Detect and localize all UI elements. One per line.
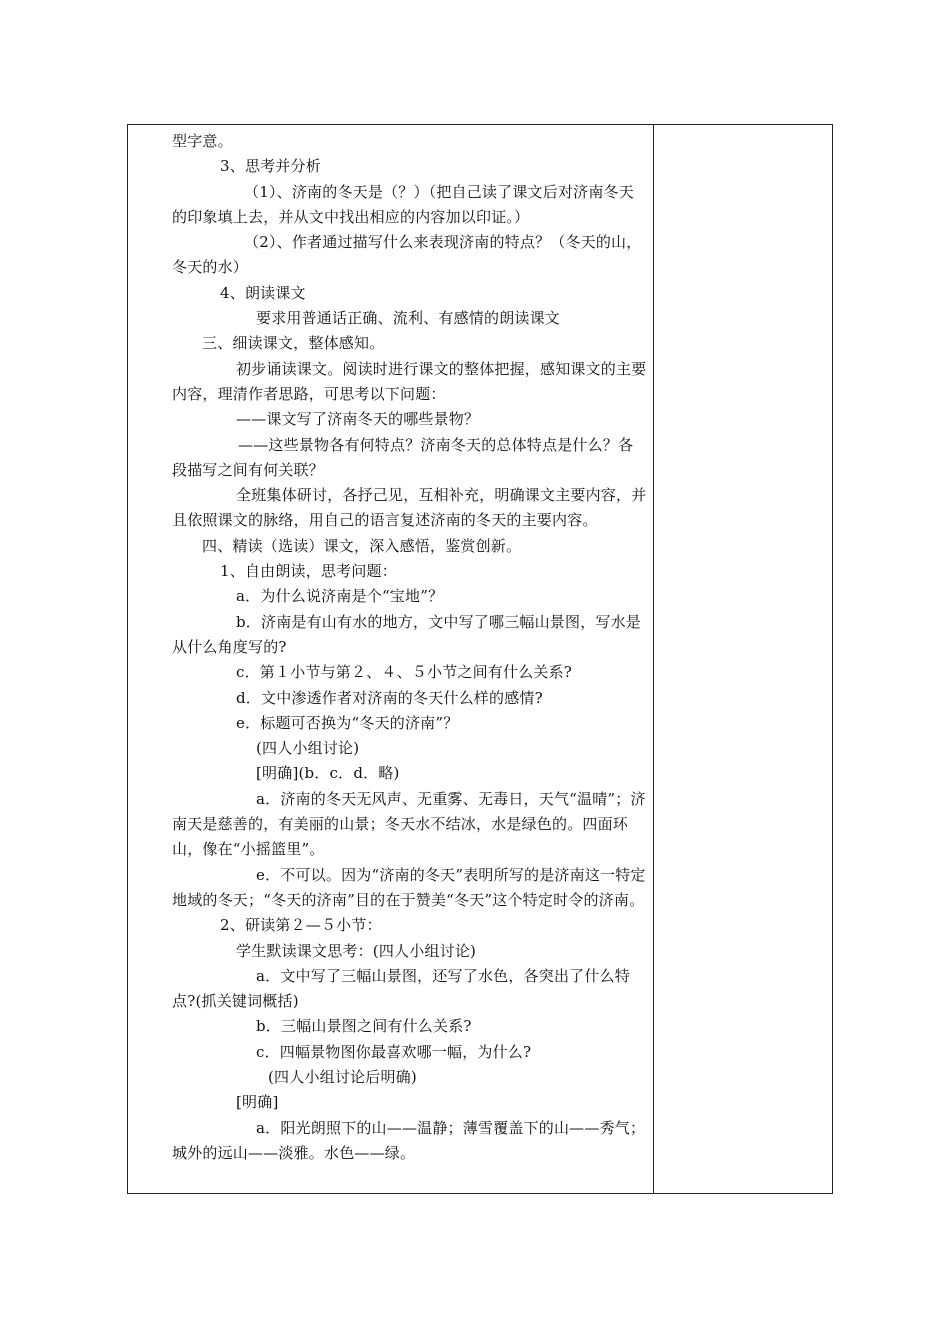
paragraph: c．第１小节与第２、４、５小节之间有什么关系? <box>236 663 573 682</box>
paragraph: （2）、作者通过描写什么来表现济南的特点？（冬天的山，冬天的水） <box>172 233 642 277</box>
paragraph: [明确](b．c．d．略) <box>256 764 400 783</box>
paragraph: ——课文写了济南冬天的哪些景物？ <box>236 410 480 429</box>
paragraph: a．阳光朗照下的山——温静；薄雪覆盖下的山——秀气；城外的远山——淡雅。水色——绿。 <box>172 1118 646 1162</box>
paragraph: e．不可以。因为“济南的冬天”表明所写的是济南这一特定地域的冬天；“冬天的济南”目的在于赞美“冬天”这个特定时令的济南。 <box>172 865 646 909</box>
paragraph: e．标题可否换为“冬天的济南”？ <box>236 713 459 732</box>
paragraph: ——这些景物各有何特点？济南冬天的总体特点是什么？各段描写之间有何关联？ <box>172 435 634 479</box>
paragraph: 3、思考并分析 <box>220 157 321 176</box>
paragraph: d．文中渗透作者对济南的冬天什么样的感情? <box>236 688 543 707</box>
paragraph: [明确] <box>236 1093 279 1112</box>
paragraph: 要求用普通话正确、流利、有感情的朗读课文 <box>256 309 561 328</box>
paragraph: b．济南是有山有水的地方，文中写了哪三幅山景图，写水是从什么角度写的? <box>172 612 642 656</box>
paragraph: c．四幅景物图你最喜欢哪一幅，为什么? <box>256 1042 532 1061</box>
paragraph: a．文中写了三幅山景图，还写了水色，各突出了什么特点?(抓关键词概括) <box>172 966 630 1011</box>
notes-cell <box>654 125 832 1193</box>
paragraph: (四人小组讨论后明确) <box>268 1067 417 1086</box>
lesson-table <box>127 124 833 1194</box>
paragraph: 4、朗读课文 <box>220 283 306 302</box>
paragraph: a．为什么说济南是个“宝地”？ <box>236 587 444 606</box>
lesson-content-cell <box>172 129 648 1166</box>
paragraph: 全班集体研讨，各抒己见，互相补充，明确课文主要内容，并且依照课文的脉络，用自己的语言复述济南的冬天的主要内容。 <box>172 486 647 530</box>
paragraph: 初步诵读课文。阅读时进行课文的整体把握，感知课文的主要内容，理清作者思路，可思考以下问题： <box>172 359 647 403</box>
paragraph: 学生默读课文思考：(四人小组讨论) <box>236 941 477 960</box>
paragraph: 型字意。 <box>172 132 233 150</box>
paragraph: b．三幅山景图之间有什么关系? <box>256 1017 472 1036</box>
paragraph: （1）、济南的冬天是（？）（把自己读了课文后对济南冬天的印象填上去，并从文中找出相应的内容加以印证。） <box>172 182 634 226</box>
paragraph: (四人小组讨论) <box>256 739 360 758</box>
paragraph: 三、细读课文，整体感知。 <box>202 334 385 353</box>
paragraph: 2、研读第２—５小节： <box>220 916 382 935</box>
paragraph: 1、自由朗读，思考问题： <box>220 562 397 581</box>
paragraph: a．济南的冬天无风声、无重雾、无毒日，天气“温晴”；济南天是慈善的，有美丽的山景；冬天水不结冰，水是绿色的。四面环山，像在“小摇篮里”。 <box>172 789 646 859</box>
paragraph: 四、精读（选读）课文，深入感悟，鉴赏创新。 <box>202 536 522 555</box>
